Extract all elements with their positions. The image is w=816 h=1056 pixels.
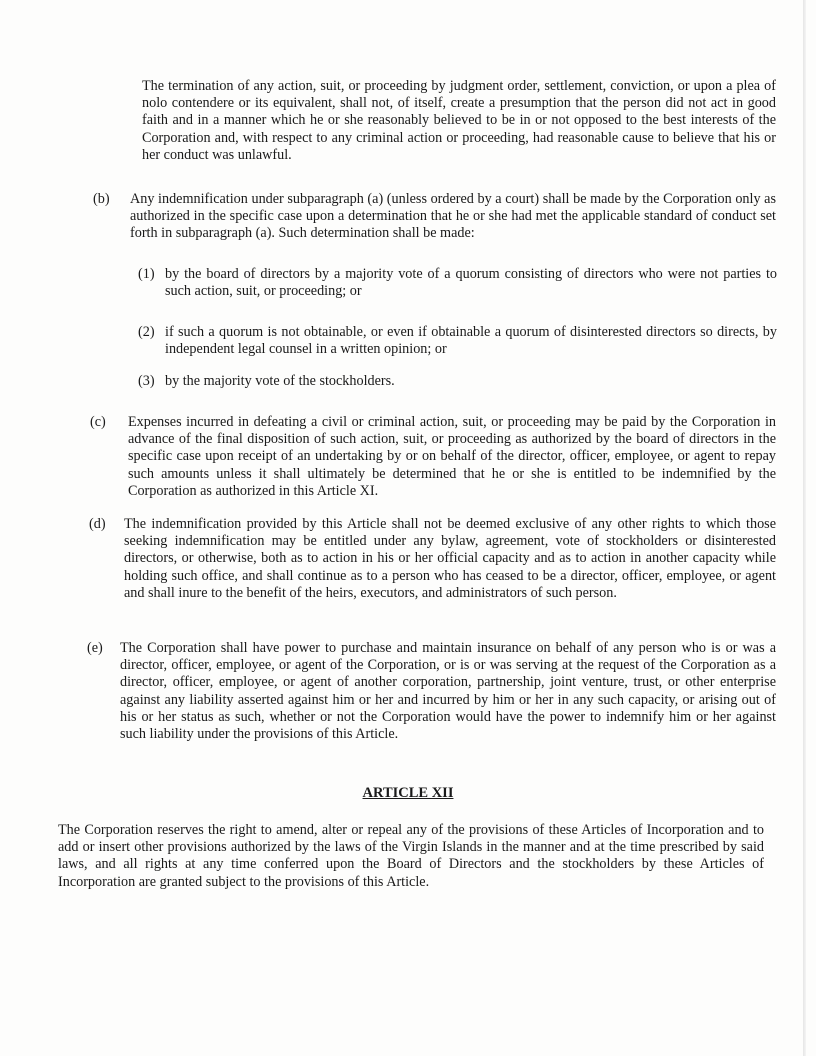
item-c-label: (c) [90,414,106,430]
item-b1-text: by the board of directors by a majority vote of a quorum consisting of directors who were not parties to such action, suit, or proceeding; or [165,266,777,300]
article-xii-paragraph: The Corporation reserves the right to amend, alter or repeal any of the provisions of these Articles of Incorporation and to add or insert other provisions authorized by the laws of the Virgin Islands in the manner and at the time prescribed by said laws, and all rights at any time conferred upon the Board of Directors and the stockholders by these Articles of Incorporation are granted subject to the provisions of this Article. [58,822,764,890]
item-b2-label: (2) [138,324,155,340]
item-d-text: The indemnification provided by this Article shall not be deemed exclusive of any other rights to which those seeking indemnification may be entitled under any bylaw, agreement, vote of stockholders or disinterested directors, or otherwise, both as to action in his or her official capacity and as to action in another capacity while holding such office, and shall continue as to a person who has ceased to be a director, officer, employee, or agent and shall inure to the benefit of the heirs, executors, and administrators of such person. [124,516,776,601]
item-e-label: (e) [87,640,103,656]
item-b3-label: (3) [138,373,155,389]
page-edge [803,0,806,1056]
item-b-label: (b) [93,191,110,207]
item-d-label: (d) [89,516,106,532]
intro-paragraph: The termination of any action, suit, or proceeding by judgment order, settlement, conviction, or upon a plea of nolo contendere or its equivalent, shall not, of itself, create a presumption that the person did not act in good faith and in a manner which he or she reasonably believed to be in or not opposed to the best interests of the Corporation and, with respect to any criminal action or proceeding, had reasonable cause to believe that his or her conduct was unlawful. [142,78,776,163]
item-b2-text: if such a quorum is not obtainable, or even if obtainable a quorum of disinterested directors so directs, by independent legal counsel in a written opinion; or [165,324,777,358]
item-c-text: Expenses incurred in defeating a civil or criminal action, suit, or proceeding may be paid by the Corporation in advance of the final disposition of such action, suit, or proceeding as authorized by the board of directors in the specific case upon receipt of an undertaking by or on behalf of the director, officer, employee, or agent to repay such amounts unless it shall ultimately be determined that he or she is entitled to be indemnified by the Corporation as authorized in this Article XI. [128,414,776,499]
item-b1-label: (1) [138,266,155,282]
item-e-text: The Corporation shall have power to purchase and maintain insurance on behalf of any person who is or was a director, officer, employee, or agent of the Corporation, or is or was serving at the request of the Corporation as a director, officer, employee, or agent of another corporation, partnership, joint venture, trust, or other enterprise against any liability asserted against him or her and incurred by him or her in any such capacity, or arising out of his or her status as such, whether or not the Corporation would have the power to indemnify him or her against such liability under the provisions of this Article. [120,640,776,743]
article-xii-heading: ARTICLE XII [362,785,454,801]
item-b-text: Any indemnification under subparagraph (a) (unless ordered by a court) shall be made by the Corporation only as authorized in the specific case upon a determination that he or she had met the applicable standard of conduct set forth in subparagraph (a). Such determination shall be made: [130,191,776,242]
item-b3-text: by the majority vote of the stockholders. [165,373,395,389]
